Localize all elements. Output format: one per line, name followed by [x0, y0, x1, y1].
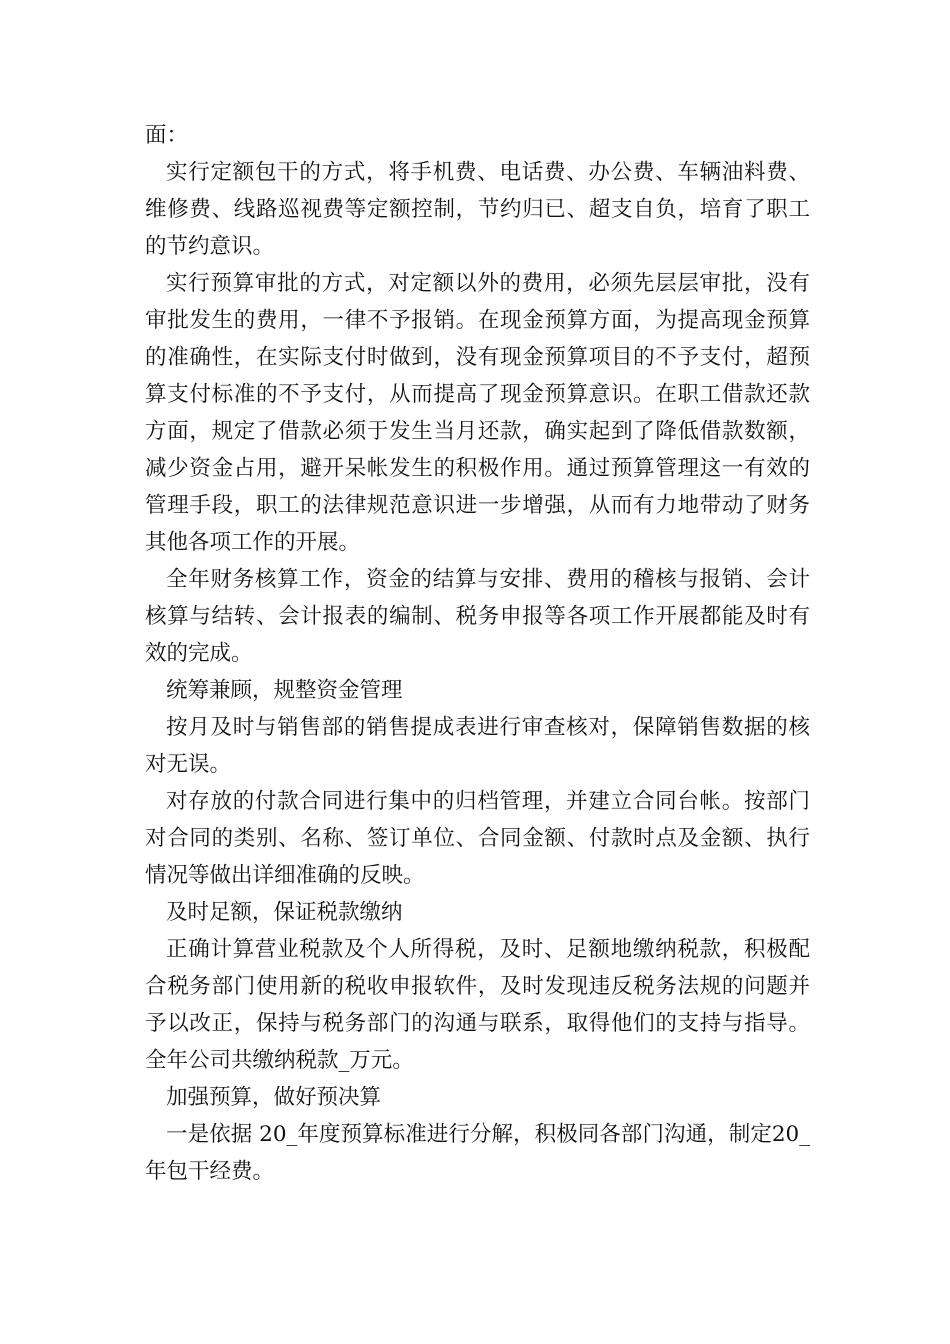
paragraph-tax-calculation: 正确计算营业税款及个人所得税，及时、足额地缴纳税款，积极配合税务部门使用新的税收申报软件，及时发现违反税务法规的问题并予以改正，保持与税务部门的沟通与联系，取得他们的支持与指导。全年公司共缴纳税款_万元。: [145, 937, 810, 1073]
paragraph-sales-commission: 按月及时与销售部的销售提成表进行审查核对，保障销售数据的核对无误。: [145, 715, 810, 777]
paragraph-contract-archive: 对存放的付款合同进行集中的归档管理，并建立合同台帐。按部门对合同的类别、名称、签订单位、合同金额、付款时点及金额、执行情况等做出详细准确的反映。: [145, 789, 810, 888]
paragraph-quota-contracting: 实行定额包干的方式，将手机费、电话费、办公费、车辆油料费、维修费、线路巡视费等定额控制，节约归已、超支自负，培育了职工的节约意识。: [145, 160, 810, 259]
section-heading-tax-payment: 及时足额，保证税款缴纳: [166, 900, 403, 925]
paragraph-budget-approval: 实行预算审批的方式，对定额以外的费用，必须先层层审批，没有审批发生的费用，一律不予报销。在现金预算方面，为提高现金预算的准确性，在实际支付时做到，没有现金预算项目的不予支付，超预算支付标准的不予支付，从而提高了现金预算意识。在职工借款还款方面，规定了借款必须于发生当月还款，确实起到了降低借款数额，减少资金占用，避开呆帐发生的积极作用。通过预算管理这一有效的管理手段，职工的法律规范意识进一步增强，从而有力地带动了财务其他各项工作的开展。: [145, 271, 810, 555]
paragraph-budget-breakdown: 一是依据 20_年度预算标准进行分解，积极同各部门沟通，制定20_年包干经费。: [145, 1122, 810, 1184]
paragraph-annual-accounting: 全年财务核算工作，资金的结算与安排、费用的稽核与报销、会计核算与结转、会计报表的编制、税务申报等各项工作开展都能及时有效的完成。: [145, 567, 810, 666]
paragraph-continuation: 面：: [145, 123, 189, 148]
section-heading-budget: 加强预算，做好预决算: [166, 1085, 382, 1110]
section-heading-fund-management: 统筹兼顾，规整资金管理: [166, 678, 403, 703]
document-page: [145, 117, 810, 1190]
